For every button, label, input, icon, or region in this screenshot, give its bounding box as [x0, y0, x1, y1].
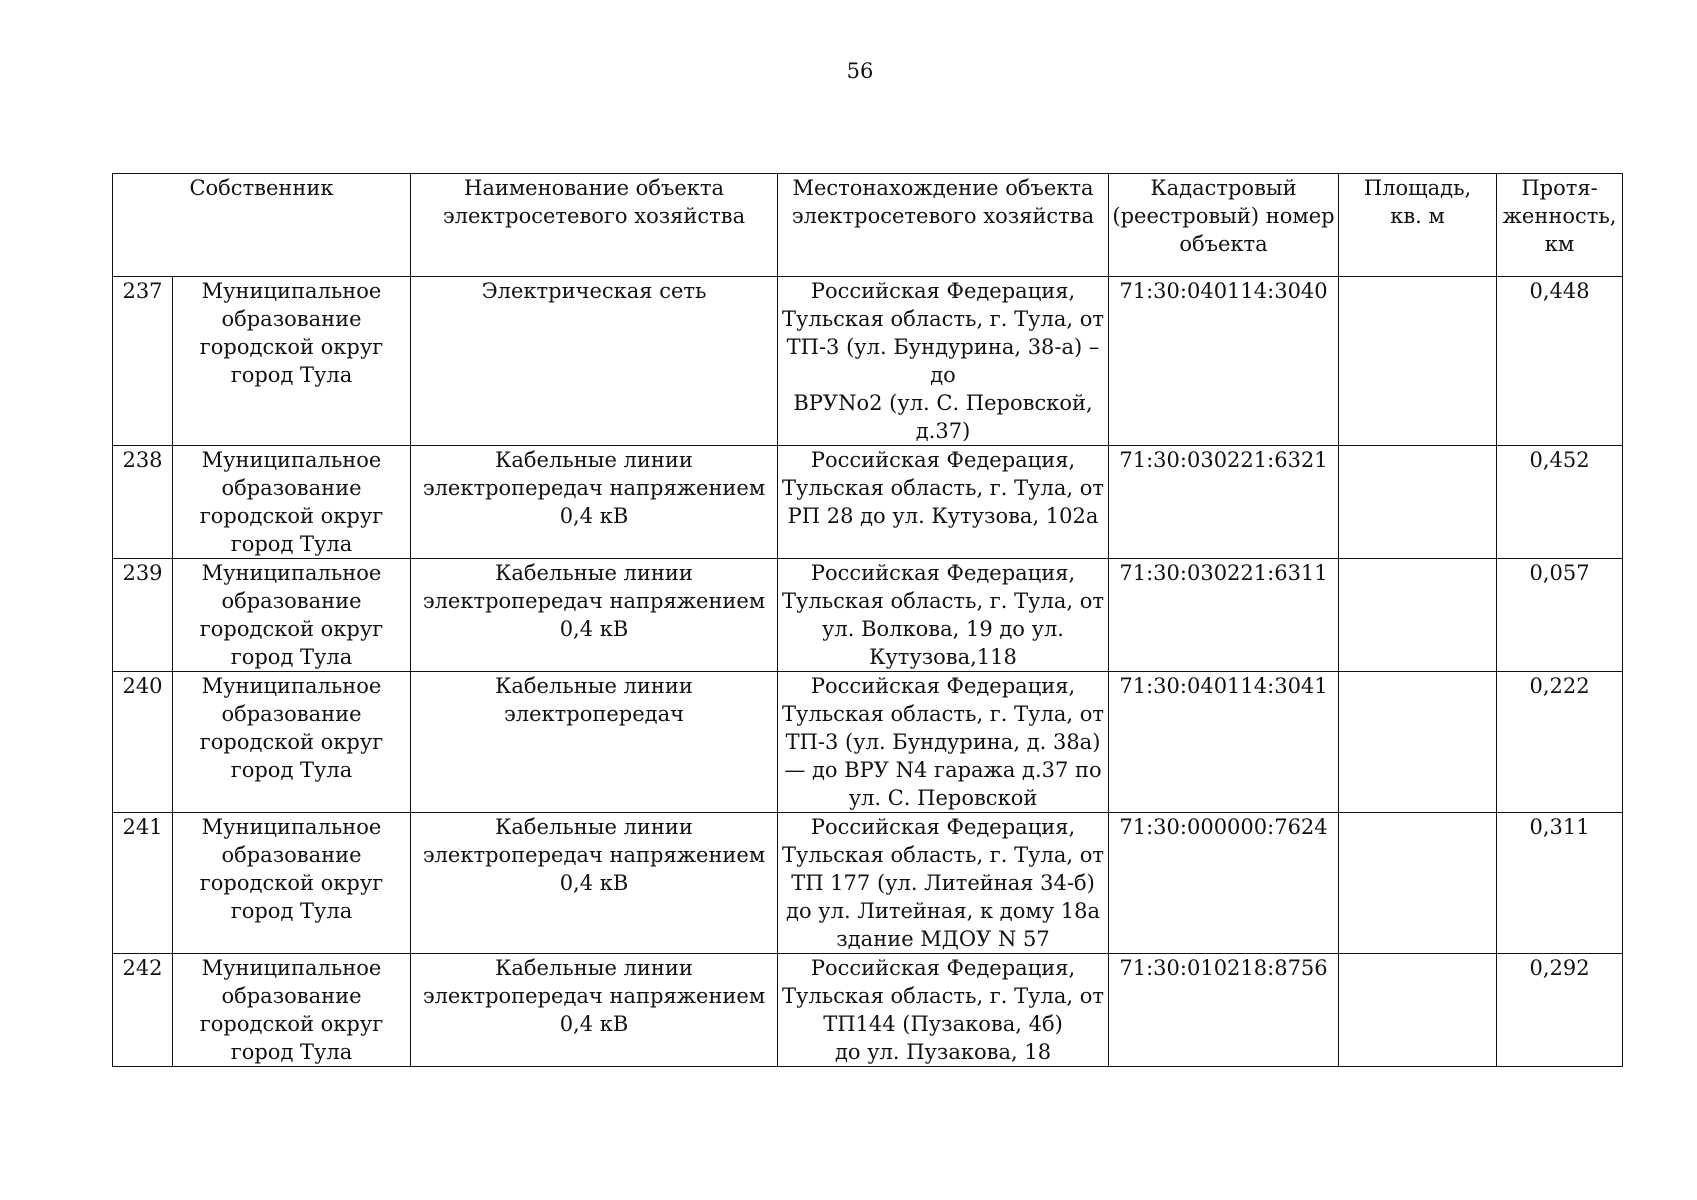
table-row [113, 277, 1623, 446]
row-area [1339, 277, 1497, 446]
row-cadastral-number: 71:30:010218:8756 [1109, 954, 1339, 1067]
header-length: Протя- женность, км [1497, 174, 1623, 277]
row-area [1339, 672, 1497, 813]
row-number: 242 [113, 954, 173, 1067]
row-cadastral-number: 71:30:000000:7624 [1109, 813, 1339, 954]
row-number: 238 [113, 446, 173, 559]
row-owner: Муниципальное образование городской округ город Тула [173, 813, 411, 954]
table-row [113, 954, 1623, 1067]
row-owner: Муниципальное образование городской округ город Тула [173, 277, 411, 446]
row-area [1339, 954, 1497, 1067]
table-row [113, 672, 1623, 813]
row-owner: Муниципальное образование городской округ город Тула [173, 559, 411, 672]
row-location: Российская Федерация, Тульская область, г. Тула, от РП 28 до ул. Кутузова, 102а [778, 446, 1109, 559]
table-row [113, 446, 1623, 559]
row-area [1339, 446, 1497, 559]
row-length: 0,057 [1497, 559, 1623, 672]
header-area: Площадь, кв. м [1339, 174, 1497, 277]
header-owner: Собственник [113, 174, 411, 277]
row-number: 237 [113, 277, 173, 446]
row-cadastral-number: 71:30:040114:3041 [1109, 672, 1339, 813]
row-owner: Муниципальное образование городской округ город Тула [173, 446, 411, 559]
page-number: 56 [846, 59, 874, 83]
row-cadastral-number: 71:30:030221:6321 [1109, 446, 1339, 559]
header-object-name: Наименование объекта электросетевого хозяйства [411, 174, 778, 277]
row-object-name: Кабельные линии электропередач напряжением 0,4 кВ [411, 954, 778, 1067]
row-owner: Муниципальное образование городской округ город Тула [173, 672, 411, 813]
row-location: Российская Федерация, Тульская область, г. Тула, от ТП 177 (ул. Литейная 34-б) до ул. Литейная, к дому 18а здание МДОУ N 57 [778, 813, 1109, 954]
row-location: Российская Федерация, Тульская область, г. Тула, от ТП-3 (ул. Бундурина, 38-а) – до ВРУNo2 (ул. С. Перовской, д.37) [778, 277, 1109, 446]
header-location: Местонахождение объекта электросетевого хозяйства [778, 174, 1109, 277]
row-object-name: Кабельные линии электропередач [411, 672, 778, 813]
row-area [1339, 559, 1497, 672]
row-object-name: Кабельные линии электропередач напряжением 0,4 кВ [411, 813, 778, 954]
row-length: 0,448 [1497, 277, 1623, 446]
row-object-name: Кабельные линии электропередач напряжением 0,4 кВ [411, 446, 778, 559]
row-cadastral-number: 71:30:030221:6311 [1109, 559, 1339, 672]
row-location: Российская Федерация, Тульская область, г. Тула, от ТП-3 (ул. Бундурина, д. 38а) — до ВРУ N4 гаража д.37 по ул. С. Перовской [778, 672, 1109, 813]
row-object-name: Электрическая сеть [411, 277, 778, 446]
row-location: Российская Федерация, Тульская область, г. Тула, от ул. Волкова, 19 до ул. Кутузова,118 [778, 559, 1109, 672]
row-length: 0,452 [1497, 446, 1623, 559]
header-cadastral-number: Кадастровый (реестровый) номер объекта [1109, 174, 1339, 277]
row-location: Российская Федерация, Тульская область, г. Тула, от ТП144 (Пузакова, 4б) до ул. Пузакова, 18 [778, 954, 1109, 1067]
registry-table [112, 173, 1623, 1067]
row-length: 0,311 [1497, 813, 1623, 954]
row-number: 240 [113, 672, 173, 813]
table-row [113, 559, 1623, 672]
table-header-row [113, 174, 1623, 277]
table-row [113, 813, 1623, 954]
row-number: 239 [113, 559, 173, 672]
row-object-name: Кабельные линии электропередач напряжением 0,4 кВ [411, 559, 778, 672]
row-owner: Муниципальное образование городской округ город Тула [173, 954, 411, 1067]
row-number: 241 [113, 813, 173, 954]
row-cadastral-number: 71:30:040114:3040 [1109, 277, 1339, 446]
row-length: 0,222 [1497, 672, 1623, 813]
row-area [1339, 813, 1497, 954]
row-length: 0,292 [1497, 954, 1623, 1067]
